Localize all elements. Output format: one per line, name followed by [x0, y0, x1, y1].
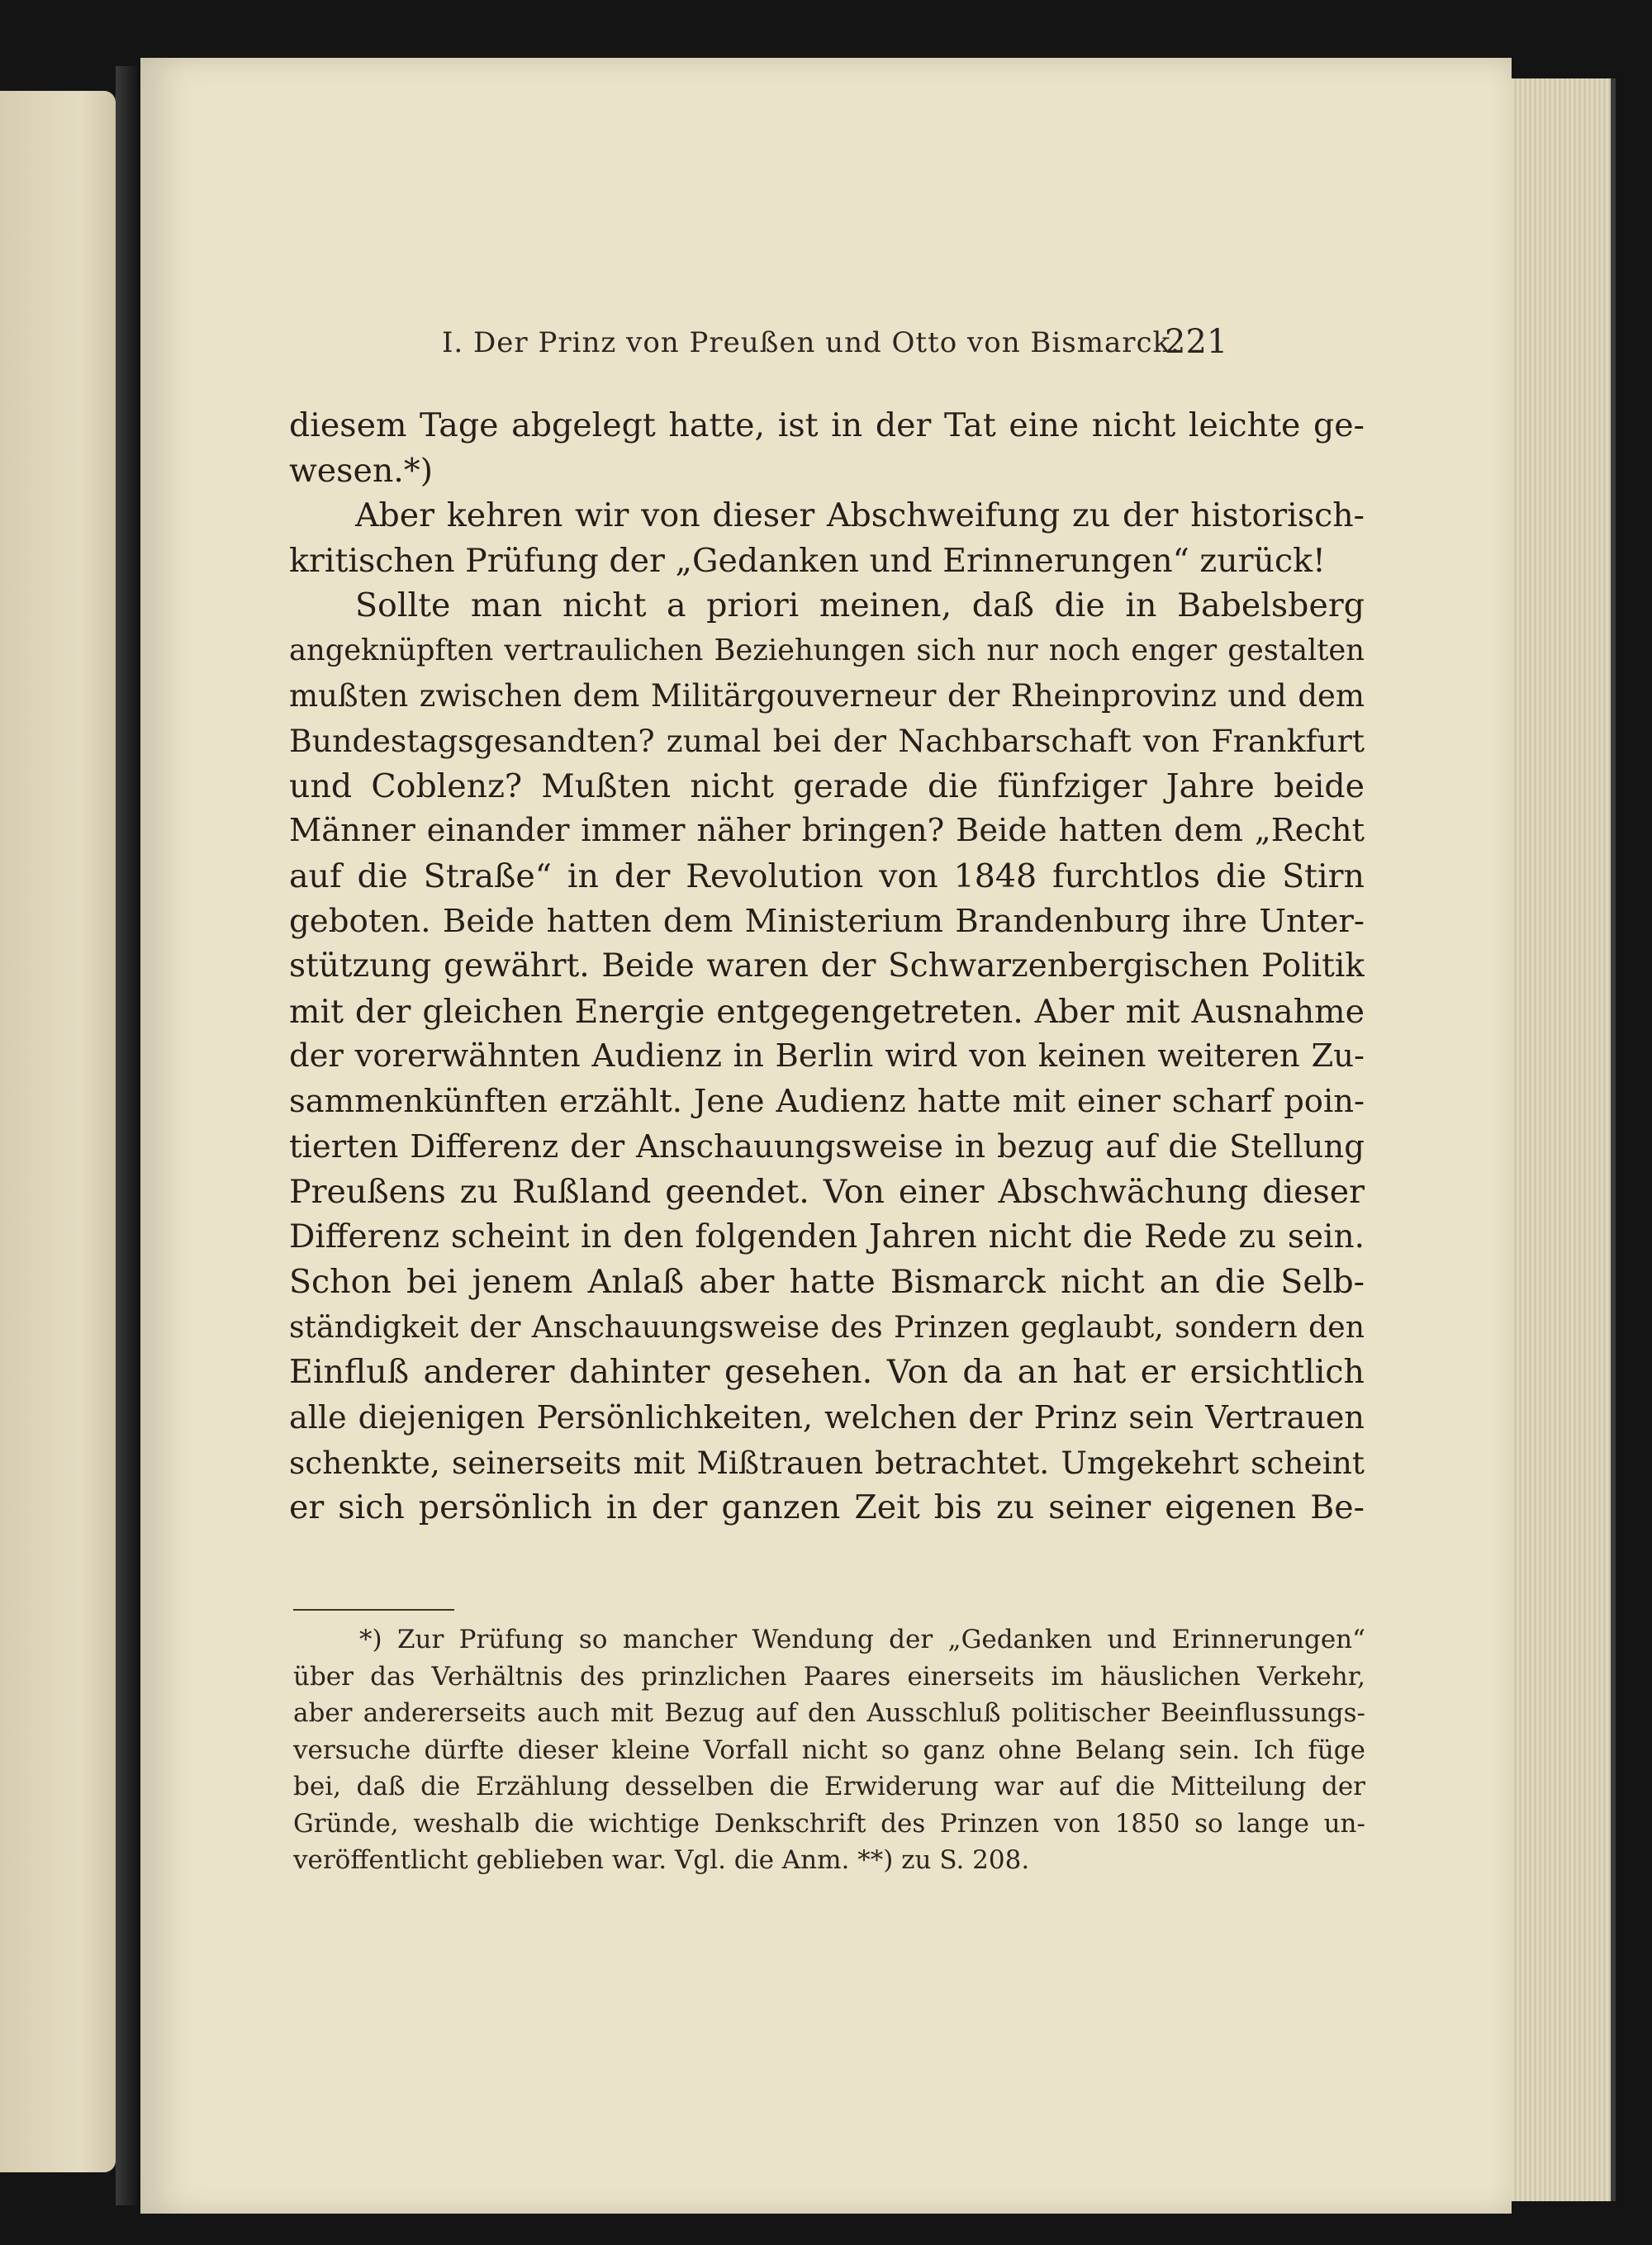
text-line: Aber kehren wir von dieser Abschweifung zu der historisch-	[355, 496, 1365, 535]
text-line: Bundestagsgesandten? zumal bei der Nachbarschaft von Frankfurt	[289, 723, 1365, 760]
left-page-edge	[0, 91, 116, 2172]
footnote-divider	[293, 1609, 454, 1611]
book-gutter	[116, 66, 140, 2205]
footnote-line: Gründe, weshalb die wichtige Denkschrift des Prinzen von 1850 so lange un-	[293, 1808, 1365, 1839]
footnote	[293, 1621, 1365, 1879]
footnote-line: aber andererseits auch mit Bezug auf den Ausschluß politischer Beeinflussungs-	[293, 1698, 1365, 1728]
text-line: Männer einander immer näher bringen? Beide hatten dem „Recht	[289, 812, 1365, 850]
text-line: mußten zwischen dem Militärgouverneur der Rheinprovinz und dem	[289, 677, 1365, 714]
book-page	[140, 58, 1512, 2214]
running-head: I. Der Prinz von Preußen und Otto von Bismarck.	[442, 326, 1180, 359]
text-line: Schon bei jenem Anlaß aber hatte Bismarck nicht an die Selb-	[289, 1263, 1365, 1302]
footnote-line: über das Verhältnis des prinzlichen Paares einerseits im häuslichen Verkehr,	[293, 1661, 1365, 1692]
text-line: auf die Straße“ in der Revolution von 1848 furchtlos die Stirn	[289, 857, 1365, 895]
page-block-edges	[1512, 78, 1616, 2201]
text-line: Einfluß anderer dahinter gesehen. Von da an hat er ersichtlich	[289, 1353, 1365, 1392]
text-line: ständigkeit der Anschauungsweise des Prinzen geglaubt, sondern den	[289, 1308, 1365, 1345]
text-line: Differenz scheint in den folgenden Jahren nicht die Rede zu sein.	[289, 1217, 1365, 1255]
footnote-line: bei, daß die Erzählung desselben die Erwiderung war auf die Mitteilung der	[293, 1772, 1365, 1801]
text-line: diesem Tage abgelegt hatte, ist in der Tat eine nicht leichte ge-	[289, 406, 1365, 444]
text-line: der vorerwähnten Audienz in Berlin wird von keinen weiteren Zu-	[289, 1037, 1365, 1075]
text-line: Sollte man nicht a priori meinen, daß die in Babelsberg	[355, 586, 1365, 625]
page-number: 221	[1165, 323, 1228, 361]
footnote-line: *) Zur Prüfung so mancher Wendung der „Gedanken und Erinnerungen“	[359, 1625, 1365, 1654]
page-header	[140, 323, 1512, 376]
text-line: angeknüpften vertraulichen Beziehungen sich nur noch enger gestalten	[289, 633, 1365, 667]
text-line: alle diejenigen Persönlichkeiten, welchen der Prinz sein Vertrauen	[289, 1399, 1365, 1436]
text-line: und Coblenz? Mußten nicht gerade die fünfziger Jahre beide	[289, 767, 1365, 805]
footnote-line: versuche dürfte dieser kleine Vorfall nicht so ganz ohne Belang sein. Ich füge	[293, 1735, 1365, 1765]
text-line: kritischen Prüfung der „Gedanken und Erinnerungen“ zurück!	[289, 541, 1326, 580]
text-line: tierten Differenz der Anschauungsweise in bezug auf die Stellung	[289, 1127, 1365, 1165]
text-line: Preußens zu Rußland geendet. Von einer Abschwächung dieser	[289, 1173, 1365, 1212]
text-line: wesen.*)	[289, 451, 433, 490]
text-line: geboten. Beide hatten dem Ministerium Brandenburg ihre Unter-	[289, 902, 1365, 940]
text-line: mit der gleichen Energie entgegengetreten. Aber mit Ausnahme	[289, 992, 1365, 1031]
text-line: stützung gewährt. Beide waren der Schwarzenbergischen Politik	[289, 947, 1365, 985]
text-line: er sich persönlich in der ganzen Zeit bis zu seiner eigenen Be-	[289, 1488, 1365, 1527]
footnote-line: veröffentlicht geblieben war. Vgl. die Anm. **) zu S. 208.	[293, 1845, 1030, 1875]
text-line: schenkte, seinerseits mit Mißtrauen betrachtet. Umgekehrt scheint	[289, 1444, 1365, 1481]
main-text	[289, 403, 1365, 1531]
text-line: sammenkünften erzählt. Jene Audienz hatte mit einer scharf poin-	[289, 1082, 1365, 1120]
